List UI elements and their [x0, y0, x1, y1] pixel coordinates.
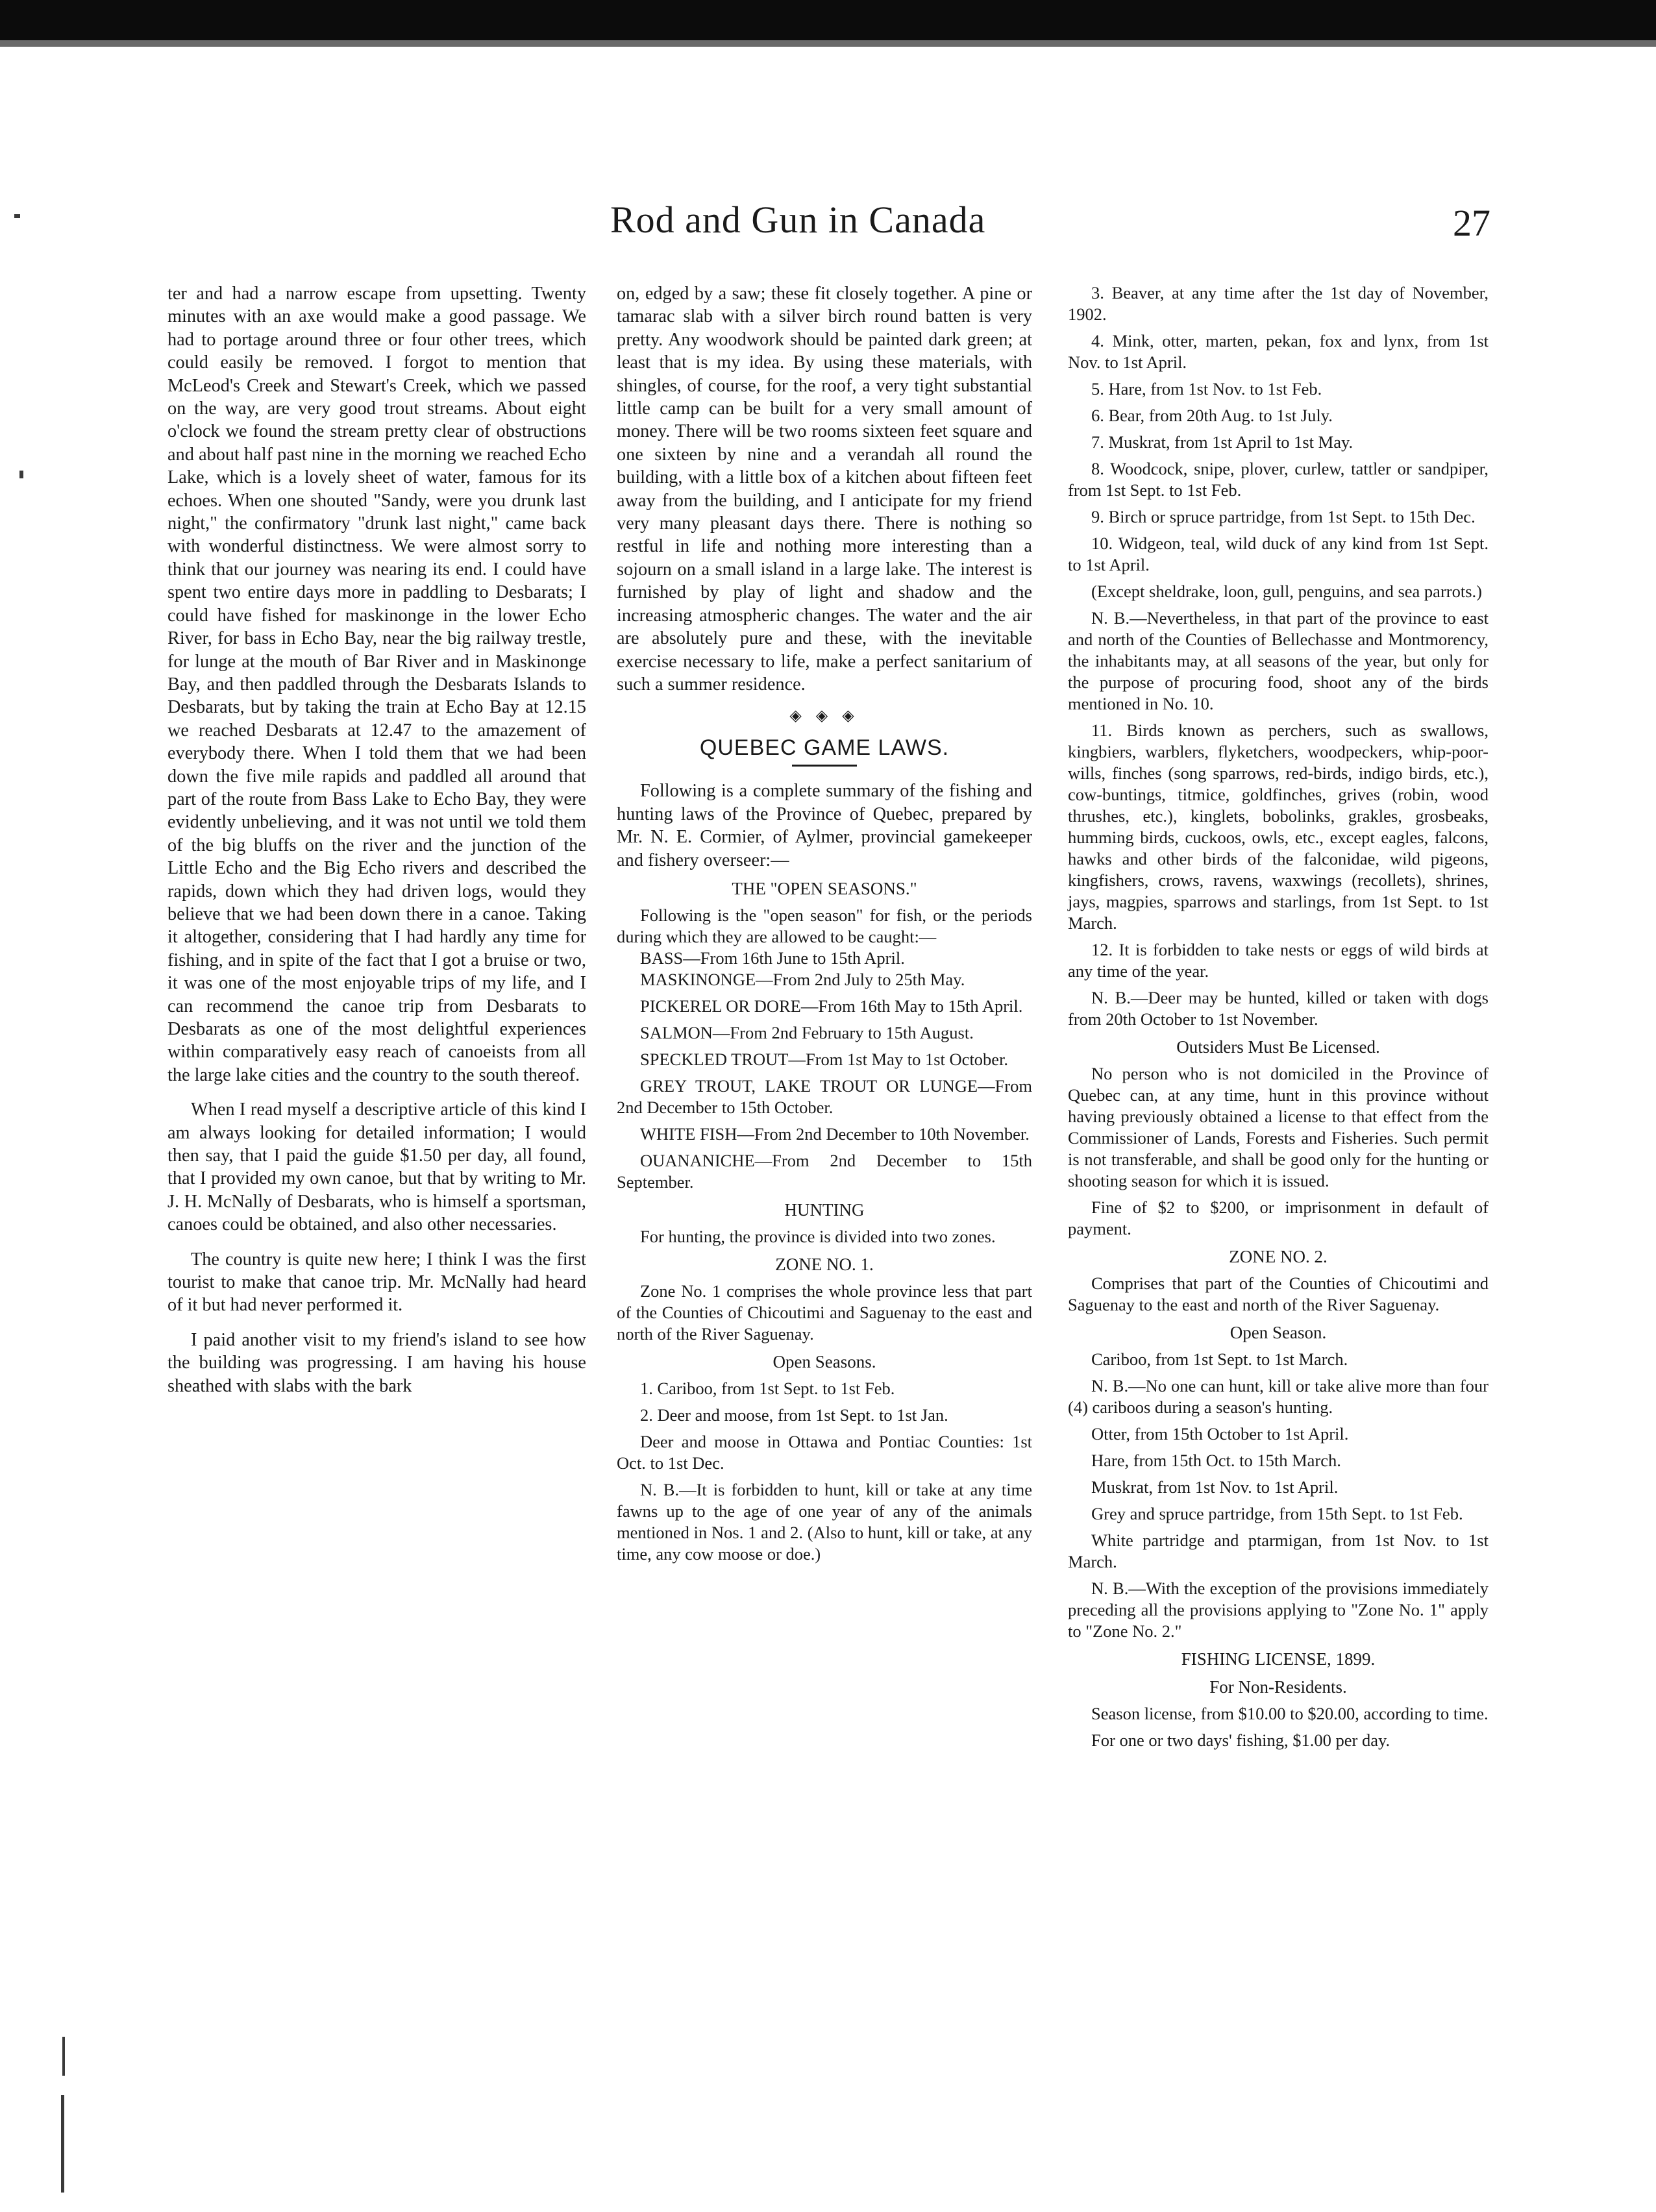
season-item: 4. Mink, otter, marten, pekan, fox and lynx, from 1st Nov. to 1st April. [1068, 331, 1489, 372]
non-residents-heading: For Non-Residents. [1209, 1677, 1347, 1697]
season-item: Hare, from 15th Oct. to 15th March. [1091, 1451, 1341, 1470]
column-left [167, 282, 586, 1397]
page-number: 27 [1453, 202, 1490, 244]
note-paragraph: N. B.—With the exception of the provisions immediately preceding all the provisions applying to "Zone No. 1" apply to "Zone No. 2." [1068, 1579, 1489, 1641]
fish-season-item: GREY TROUT, LAKE TROUT OR LUNGE—From 2nd December to 15th October. [617, 1075, 1032, 1117]
margin-mark [14, 214, 20, 218]
note-paragraph: N. B.—No one can hunt, kill or take alive more than four (4) cariboos during a season's hunting. [1068, 1376, 1489, 1417]
fish-season-item: WHITE FISH—From 2nd December to 10th November. [640, 1124, 1030, 1144]
season-item: Grey and spruce partridge, from 15th Sept. to 1st Feb. [1091, 1504, 1463, 1523]
license-item: For one or two days' fishing, $1.00 per day. [1091, 1730, 1390, 1750]
law-paragraph: Comprises that part of the Counties of Chicoutimi and Saguenay to the east and north of the River Saguenay. [1068, 1273, 1489, 1314]
season-item: 11. Birds known as perchers, such as swallows, kingbiers, warblers, flyketchers, woodpeckers, whip-poor-wills, finches (song sparrows, red-birds, indigo birds, etc.), cow-buntings, titmice, goldfinches, grives (robin, wood thrushes, etc.), kinglets, bobolinks, grakles, grosbeaks, humming birds, cuckoos, owls, etc., except eagles, falcons, hawks and other birds of the falconidae, wild pigeons, kingfishers, crows, ravens, waxwings (recollets), shrines, jays, magpies, sparrows and starlings, from 1st Sept. to 1st March. [1068, 720, 1489, 933]
law-paragraph: Zone No. 1 comprises the whole province less that part of the Counties of Chicoutimi and Saguenay to the east and north of the River Saguenay. [617, 1281, 1032, 1344]
note-paragraph: N. B.—Nevertheless, in that part of the province to east and north of the Counties of Bellechasse and Montmorency, the inhabitants may, at all seasons of the year, but only for the purpose of procuring food, shoot any of the birds mentioned in No. 10. [1068, 608, 1489, 713]
season-item: 7. Muskrat, from 1st April to 1st May. [1091, 432, 1353, 452]
law-paragraph: Following is the "open season" for fish, or the periods during which they are allowed to be caught:— [617, 905, 1032, 946]
note-paragraph: N. B.—It is forbidden to hunt, kill or take at any time fawns up to the age of one year of any of the animals mentioned in Nos. 1 and 2. (Also to hunt, kill or take, at any time, any cow moose or doe.) [617, 1479, 1032, 1564]
license-item: Season license, from $10.00 to $20.00, according to time. [1091, 1704, 1489, 1723]
fish-season-item: PICKEREL OR DORE—From 16th May to 15th April. [640, 996, 1023, 1016]
fishing-license-heading: FISHING LICENSE, 1899. [1181, 1649, 1376, 1669]
season-item: White partridge and ptarmigan, from 1st Nov. to 1st March. [1068, 1530, 1489, 1571]
law-paragraph: No person who is not domiciled in the Province of Quebec can, at any time, hunt in this province without having previously obtained a license to that effect from the Commissioner of Lands, Forests and Fisheries. Such permit is not transferable, and shall be good only for the hunting or shooting season for which it is issued. [1068, 1064, 1489, 1190]
article-paragraph: The country is quite new here; I think I was the first tourist to make that canoe trip. Mr. McNally had heard of it but had never performed it. [167, 1249, 586, 1316]
season-item: 5. Hare, from 1st Nov. to 1st Feb. [1091, 379, 1322, 399]
section-ornament: ◈ ◈ ◈ [789, 707, 859, 725]
law-paragraph: For hunting, the province is divided into two zones. [640, 1226, 996, 1246]
open-season-heading: Open Season. [1230, 1323, 1327, 1342]
running-header-title: Rod and Gun in Canada [610, 199, 986, 241]
season-item: Muskrat, from 1st Nov. to 1st April. [1091, 1477, 1339, 1497]
open-seasons-heading: THE "OPEN SEASONS." [732, 878, 917, 898]
column-middle [617, 282, 1032, 1565]
fish-season-item: SPECKLED TROUT—From 1st May to 1st October. [640, 1049, 1009, 1069]
zone-2-heading: ZONE NO. 2. [1229, 1247, 1328, 1266]
season-item: Cariboo, from 1st Sept. to 1st March. [1091, 1349, 1348, 1369]
article-paragraph: on, edged by a saw; these fit closely together. A pine or tamarac slab with a silver birch round batten is very pretty. Any woodwork should be painted dark green; at least that is my idea. By using these materials, with shingles, of course, for the roof, a very tight substantial little camp can be built for a very small amount of money. There will be two rooms sixteen feet square and one sixteen by nine and a verandah all round the building, with a little box of a kitchen about fifteen feet away from the building, and I anticipate for my friend very many pleasant days there. There is nothing so restful in life and nothing more interesting than a sojourn on a small island in a large lake. The interest is furnished by play of light and shadow and the increasing atmospheric changes. The water and the air are absolutely pure and these, with the inevitable exercise necessary to life, make a perfect sanitarium of such a summer residence. [617, 284, 1032, 694]
season-item: 3. Beaver, at any time after the 1st day of November, 1902. [1068, 283, 1489, 324]
article-paragraph: I paid another visit to my friend's island to see how the building was progressing. I am having his house sheathed with slabs with the bark [167, 1329, 586, 1396]
season-item: 9. Birch or spruce partridge, from 1st Sept. to 15th Dec. [1091, 507, 1476, 526]
law-paragraph: Fine of $2 to $200, or imprisonment in default of payment. [1068, 1198, 1489, 1238]
season-item: 6. Bear, from 20th Aug. to 1st July. [1091, 406, 1333, 425]
margin-mark [19, 471, 23, 478]
fish-season-item: OUANANICHE—From 2nd December to 15th September. [617, 1150, 1032, 1192]
margin-mark [62, 2037, 65, 2076]
top-border-shadow [0, 40, 1656, 47]
margin-mark [61, 2095, 64, 2193]
fish-season-item: MASKINONGE—From 2nd July to 25th May. [640, 969, 965, 989]
quebec-game-laws-heading: QUEBEC GAME LAWS. [699, 735, 950, 761]
article-paragraph: When I read myself a descriptive article of this kind I am always looking for detailed information; I would then say, that I paid the guide $1.50 per day, all found, that I provided my own canoe, but that by writing to Mr. J. H. McNally of Desbarats, who is himself a sportsman, canoes could be obtained, and also other necessaries. [167, 1100, 586, 1235]
heading-rule [792, 765, 857, 767]
note-paragraph: N. B.—Deer may be hunted, killed or taken with dogs from 20th October to 1st November. [1068, 988, 1489, 1029]
hunting-heading: HUNTING [784, 1199, 865, 1220]
article-paragraph: ter and had a narrow escape from upsetting. Twenty minutes with an axe would make a good passage. We had to portage around three or four other trees, which could easily be removed. I forgot to mention that McLeod's Creek and Stewart's Creek, which we passed on the way, are very good trout streams. About eight o'clock we found the stream pretty clear of obstructions and about half past nine in the morning we reached Echo Lake, which is a lovely sheet of water, famous for its echoes. When one shouted "Sandy, were you drunk last night," the confirmatory "drunk last night," came back with wonderful distinctness. We were almost sorry to think that our journey was nearing its end. I could have spent two entire days more in paddling to Desbarats; I could have fished for maskinonge in the lower Echo River, for bass in Echo Bay, near the big railway trestle, for lunge at the mouth of Bar River and in Maskinonge Bay, and then paddled through the Desbarats Islands to Desbarats, but by taking the train at Echo Bay at 12.15 we reached Desbarats at 12.47 to the amazement of everybody there. When I told them that we had been down the five mile rapids and paddled all around that part of the route from Bass Lake to Echo Bay, they were evidently unbelieving, and it was not until we told them of the big bluffs on the river and the junction of the Little Echo and the Big Echo rivers and described the rapids, down which they had driven logs, would they believe that we had been down there in a canoe. Taking it altogether, considering that I had hardly any time for fishing, and in spite of the fact that I got a bruise or two, it was one of the most enjoyable trips of my life, and I can recommend the canoe trip from Desbarats to Desbarats as one of the most delightful experiences within comparatively easy reach of canoeists from all the large lake cities and the country to the south thereof. [167, 284, 586, 1085]
season-item: 2. Deer and moose, from 1st Sept. to 1st Jan. [640, 1405, 948, 1425]
fish-season-item: SALMON—From 2nd February to 15th August. [640, 1022, 974, 1042]
season-item: 10. Widgeon, teal, wild duck of any kind from 1st Sept. to 1st April. [1068, 534, 1489, 574]
top-border-rule [0, 0, 1656, 40]
column-right [1068, 282, 1489, 1751]
season-item: 8. Woodcock, snipe, plover, curlew, tattler or sandpiper, from 1st Sept. to 1st Feb. [1068, 459, 1489, 500]
season-item: Otter, from 15th October to 1st April. [1091, 1424, 1349, 1444]
intro-paragraph: Following is a complete summary of the fishing and hunting laws of the Province of Quebec, prepared by Mr. N. E. Cormier, of Aylmer, provincial gamekeeper and fishery overseer:— [617, 781, 1032, 870]
fish-season-item: BASS—From 16th June to 15th April. [640, 948, 905, 968]
season-item: 12. It is forbidden to take nests or eggs of wild birds at any time of the year. [1068, 940, 1489, 981]
season-item: 1. Cariboo, from 1st Sept. to 1st Feb. [640, 1378, 895, 1398]
note-paragraph: (Except sheldrake, loon, gull, penguins, and sea parrots.) [1091, 582, 1482, 601]
open-seasons-subheading: Open Seasons. [772, 1351, 876, 1371]
outsiders-heading: Outsiders Must Be Licensed. [1176, 1037, 1380, 1057]
zone-1-heading: ZONE NO. 1. [775, 1254, 874, 1274]
season-item: Deer and moose in Ottawa and Pontiac Counties: 1st Oct. to 1st Dec. [617, 1431, 1032, 1473]
